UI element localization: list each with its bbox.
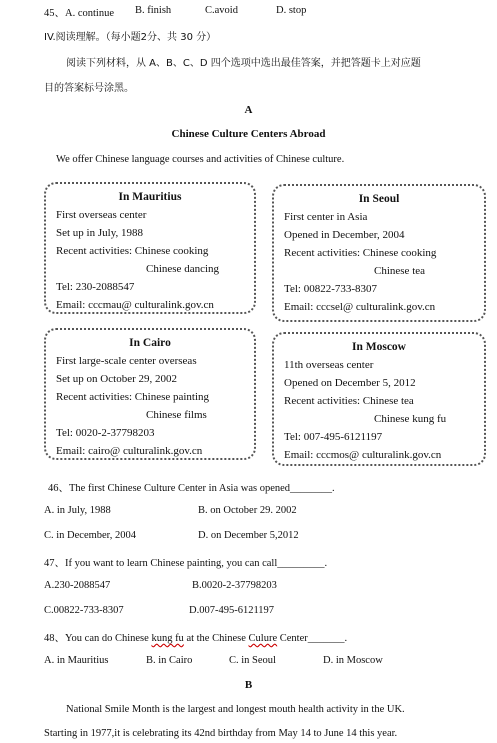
center-tel: Tel: 230-2088547 [56,281,135,293]
q46-option-a: A. in July, 1988 [44,505,111,516]
center-activities: Recent activities: Chinese painting [56,391,210,403]
q48-stem-kung-fu: kung fu [151,633,184,644]
q48-option-d: D. in Moscow [323,655,383,666]
center-line-2: Opened in December, 2004 [284,229,405,241]
q48-option-b: B. in Cairo [146,655,193,666]
q47-option-a: A.230-2088547 [44,580,111,591]
center-email: Email: cairo@ culturalink.gov.cn [56,445,203,457]
center-activities-more: Chinese films [146,409,207,421]
q46-option-c: C. in December, 2004 [44,530,137,541]
center-line-2: Set up in July, 1988 [56,227,143,239]
q45-line [44,5,114,20]
section-iv-instruction-1: 阅读下列材料，从 A、B、C、D 四个选项中选出最佳答案，并把答题卡上对应题 [66,58,421,69]
q46-option-b: B. on October 29. 2002 [198,505,297,516]
center-card-seoul [272,184,486,322]
center-activities-more: Chinese kung fu [374,413,447,425]
passage-b-line-2: Starting in 1977,it is celebrating its 42nd birthday from May 14 to June 14 this year. [44,728,398,739]
center-name: In Cairo [129,337,171,349]
q45-number: 45、 [44,8,65,19]
q48-option-c: C. in Seoul [229,655,276,666]
center-activities: Recent activities: Chinese cooking [284,247,437,259]
q47-option-c: C.00822-733-8307 [44,605,124,616]
q46-option-d: D. on December 5,2012 [198,530,299,541]
q48-stem-culure: Culure [248,633,278,644]
q48-stem-start: 48、You can do Chinese [44,633,152,644]
center-email: Email: cccmau@ culturalink.gov.cn [56,299,214,311]
q48-option-a: A. in Mauritius [44,655,109,666]
center-activities: Recent activities: Chinese tea [284,395,414,407]
center-card-moscow [272,332,486,466]
center-line-1: First center in Asia [284,211,368,223]
q46-stem: 46、The first Chinese Culture Center in Asia was opened________. [48,483,335,494]
center-name: In Seoul [358,193,400,205]
passage-b-line-1: National Smile Month is the largest and longest mouth health activity in the UK. [66,704,405,715]
center-name: In Moscow [352,341,406,353]
q48-stem-middle: at the Chinese [183,633,249,644]
q45-option-d: D. stop [276,5,307,16]
center-tel: Tel: 00822-733-8307 [284,283,378,295]
passage-a-intro: We offer Chinese language courses and activities of Chinese culture. [56,154,345,165]
center-card-cairo [44,328,256,460]
passage-b-letter: B [244,679,253,691]
q48-stem [44,630,347,645]
q45-option-a: A. continue [65,8,114,19]
center-activities-more: Chinese dancing [146,263,220,275]
center-name: In Mauritius [118,191,182,203]
q47-option-d: D.007-495-6121197 [189,605,275,616]
center-card-mauritius [44,182,256,314]
section-iv-instruction-2: 目的答案标号涂黑。 [44,83,134,94]
center-line-1: First overseas center [56,209,147,221]
passage-a-letter: A [244,104,253,116]
q47-stem: 47、If you want to learn Chinese painting, you can call_________. [44,558,328,569]
q47-option-b: B.0020-2-37798203 [192,580,277,591]
section-iv-heading: IV.阅读理解。（每小题2分、共 30 分） [44,32,217,43]
center-tel: Tel: 0020-2-37798203 [56,427,155,439]
center-activities: Recent activities: Chinese cooking [56,245,209,257]
center-tel: Tel: 007-495-6121197 [284,431,383,443]
center-line-2: Set up on October 29, 2002 [56,373,177,385]
q45-option-c: C.avoid [205,5,238,16]
center-email: Email: cccsel@ culturalink.gov.cn [284,301,436,313]
q45-option-b: B. finish [135,5,172,16]
center-line-2: Opened on December 5, 2012 [284,377,416,389]
q48-stem-end: Center_______. [277,633,348,644]
center-line-1: 11th overseas center [284,359,374,371]
center-email: Email: cccmos@ culturalink.gov.cn [284,449,442,461]
center-activities-more: Chinese tea [374,265,426,277]
passage-a-title: Chinese Culture Centers Abroad [171,128,326,140]
center-line-1: First large-scale center overseas [56,355,197,367]
